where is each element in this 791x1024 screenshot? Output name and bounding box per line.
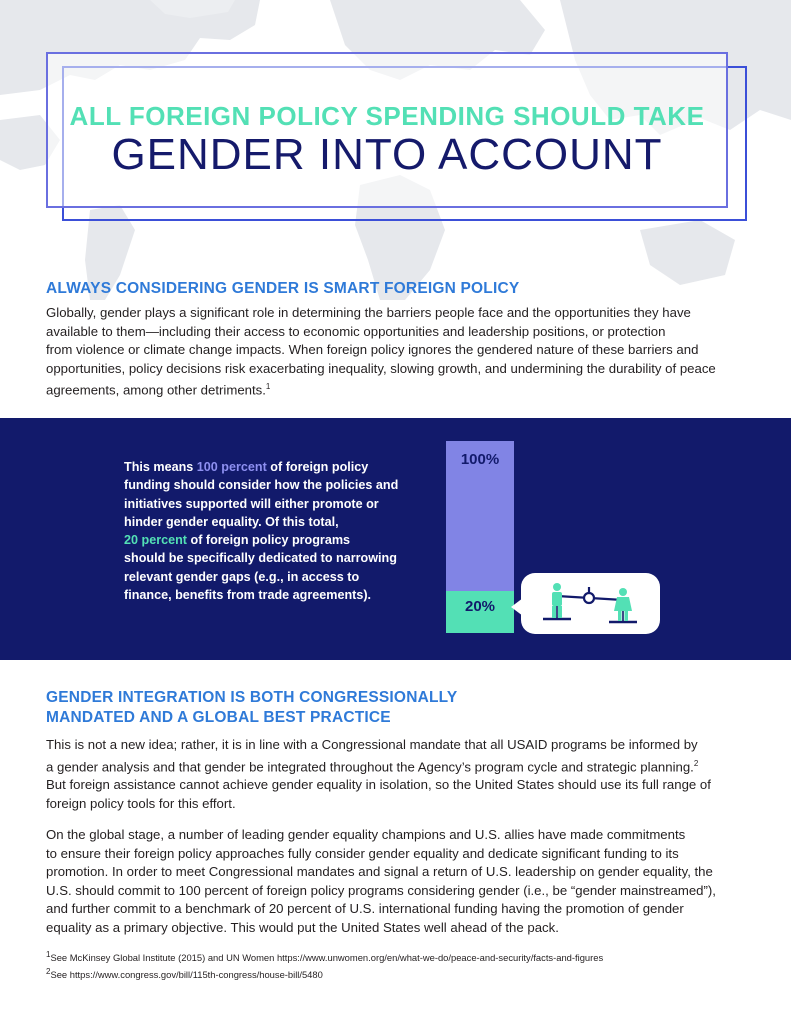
paragraph-line: But foreign assistance cannot achieve gender equality in isolation, so the United States should use its full range of [46,777,711,793]
section2-heading [46,688,457,728]
paragraph-line: from violence or climate change impacts. When foreign policy ignores the gendered nature of these barriers and [46,342,699,357]
hero-title: GENDER INTO ACCOUNT [111,130,663,179]
paragraph-line: a gender analysis and that gender be integrated throughout the Agency’s program cycle and strategic planning.$^2$ [46,758,699,774]
callout-line: funding should consider how the policies and [124,478,399,493]
callout-line: 20 percent of foreign policy programs [124,533,351,548]
paragraph-line: and further commit to a benchmark of 20 percent of U.S. international funding having the promotion of gender [46,901,684,916]
callout-line: initiatives supported will either promote or [124,496,379,511]
paragraph-line: agreements, among other detriments.$^1$ [46,382,271,398]
section1-heading: ALWAYS CONSIDERING GENDER IS SMART FOREIGN POLICY [46,280,520,297]
paragraph-line: promotion. In order to meet Congressional mandates and signal a return of U.S. leadership on gender equality, the [46,864,713,879]
footnote-ref: 1 [265,382,271,391]
callout-line: finance, benefits from trade agreements). [124,588,372,603]
section2-paragraph-2 [46,826,754,937]
paragraph-line: opportunities, policy decisions risk exacerbating inequality, slowing growth, and undermining the durability of peace [46,360,716,376]
bar-label-100: 100% [460,451,500,468]
paragraph-line: foreign policy tools for this effort. [46,795,236,811]
gender-balance-scale-icon [521,573,660,634]
hero-subtitle: ALL FOREIGN POLICY SPENDING SHOULD TAKE [69,101,705,131]
footnote-2: $^2$See https://www.congress.gov/bill/115th-congress/house-bill/5480 [46,967,323,981]
heading-line: GENDER INTEGRATION IS BOTH CONGRESSIONALLY [46,689,458,706]
paragraph-line: Globally, gender plays a significant role in determining the barriers people face and the opportunities they have [46,305,691,320]
footnote-2-text[interactable]: See https://www.congress.gov/bill/115th-congress/house-bill/5480 [50,969,323,981]
section1-paragraph [46,304,754,400]
scale-bubble [521,573,660,634]
paragraph-line: This is not a new idea; rather, it is in line with a Congressional mandate that all USAID programs be informed by [46,737,698,752]
paragraph-line: U.S. should commit to 100 percent of foreign policy programs considering gender (i.e., be “gender mainstreamed”), [46,882,716,898]
paragraph-line: available to them—including their access to economic opportunities and leadership positions, or protection [46,323,666,339]
callout-text [124,458,414,604]
footnote-1: $^1$See McKinsey Global Institute (2015) and UN Women https://www.unwomen.org/en/what-we-do/peace-and-security/facts-and-figures [46,950,604,964]
paragraph-line: On the global stage, a number of leading gender equality champions and U.S. allies have made commitments [46,827,686,842]
highlight-100-percent: 100 percent [196,460,267,474]
paragraph-line: to ensure their foreign policy approaches fully consider gender equality and dedicate significant funding to its [46,845,679,861]
highlight-20-percent: 20 percent [124,533,187,548]
callout-line: This means 100 percent of foreign policy [124,460,369,474]
section2-paragraph-1 [46,736,754,813]
callout-line: hinder gender equality. Of this total, [124,514,339,529]
callout-line: should be specifically dedicated to narrowing [124,551,397,566]
footnote-ref: 2 [693,758,699,768]
heading-line: MANDATED AND A GLOBAL BEST PRACTICE [46,709,391,726]
callout-line: relevant gender gaps (e.g., in access to [124,569,360,584]
paragraph-line: equality as a primary objective. This would put the United States well ahead of the pack. [46,919,559,935]
footnote-1-text[interactable]: See McKinsey Global Institute (2015) and UN Women https://www.unwomen.org/en/what-we-do/peace-and-security/facts-and-figures [50,952,604,964]
bar-label-20: 20% [464,598,496,615]
